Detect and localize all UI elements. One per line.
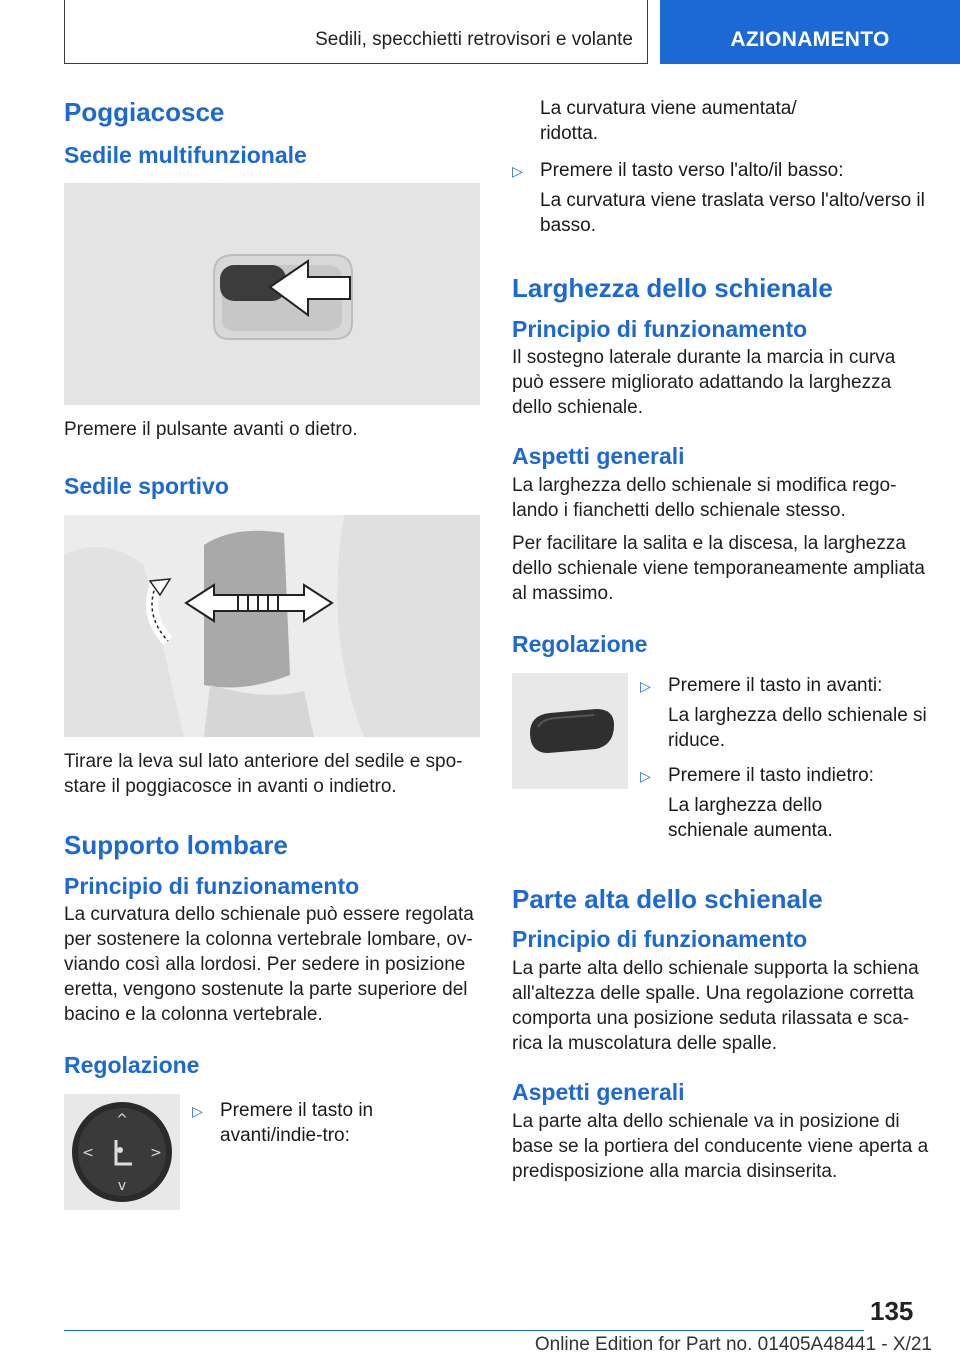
bullet-result: La curvatura viene traslata verso l'alto/verso il basso.	[540, 190, 925, 236]
triangle-bullet-icon: ▷	[640, 767, 651, 784]
header-section-title: Sedili, specchietti retrovisori e volante	[315, 29, 633, 50]
text-principio-larghezza: Il sostegno laterale durante la marcia in curva può essere migliorato adattando la larghezza dello schienale.	[512, 347, 896, 419]
heading-poggiacosce: Poggiacosce	[64, 97, 225, 127]
list-item	[512, 158, 932, 184]
text-sportivo: Tirare la leva sul lato anteriore del sedile e spo-stare il poggiacosce in avanti o indietro.	[64, 751, 463, 797]
lumbar-switch-image	[64, 1094, 180, 1210]
triangle-bullet-icon: ▷	[512, 163, 523, 179]
bullet-result: La curvatura viene aumentata/ ridotta.	[540, 98, 797, 144]
heading-larghezza-schienale: Larghezza dello schienale	[512, 273, 833, 303]
bullet-text: Premere il tasto in avanti/indie-tro:	[220, 1100, 374, 1146]
svg-text:>: >	[150, 1145, 162, 1161]
bullet-text: Premere il tasto verso l'alto/il basso:	[540, 160, 844, 181]
bullet-text: Premere il tasto in avanti:	[668, 674, 883, 696]
right-column	[512, 96, 932, 1194]
heading-regolazione-larghezza: Regolazione	[512, 631, 648, 657]
heading-principio-lombare: Principio di funzionamento	[64, 872, 360, 899]
text-aspetti-2: Per facilitare la salita e la discesa, la larghezza dello schienale viene temporaneamente ampliata al massimo.	[512, 533, 925, 604]
bullet-text: Premere il tasto indietro:	[668, 764, 874, 786]
heading-principio-parte-alta: Principio di funzionamento	[512, 926, 808, 953]
bullet-result: La larghezza dello schienale aumenta.	[668, 794, 833, 841]
list-item	[192, 1098, 480, 1148]
footer-edition: Online Edition for Part no. 01405A48441 - X/21	[534, 1334, 932, 1355]
text-principio-lombare: La curvatura dello schienale può essere regolata per sostenere la colonna vertebrale lombare, ov-viando così alla lordosi. Per sedere in posizione eretta, vengono sostenute la parte superiore del bacino e la colonna vertebrale.	[64, 904, 474, 1026]
multifunction-seat-button-image	[64, 183, 480, 405]
heading-parte-alta: Parte alta dello schienale	[512, 883, 823, 914]
svg-text:v: v	[117, 1178, 127, 1194]
header-section	[64, 0, 648, 64]
triangle-bullet-icon: ▷	[640, 677, 651, 694]
heading-sedile-multifunzionale: Sedile multifunzionale	[64, 141, 307, 168]
footer-divider	[64, 1330, 864, 1331]
heading-sedile-sportivo: Sedile sportivo	[64, 473, 229, 500]
page-number: 135	[870, 1296, 914, 1326]
heading-principio-larghezza: Principio di funzionamento	[512, 315, 808, 342]
width-switch-image	[512, 673, 628, 789]
sport-seat-lever-image	[64, 515, 480, 737]
list-item	[640, 673, 932, 699]
bullet-result: La larghezza dello schienale si riduce.	[668, 704, 927, 751]
text-multifunzionale: Premere il pulsante avanti o dietro.	[64, 419, 358, 441]
heading-supporto-lombare: Supporto lombare	[64, 830, 288, 860]
text-aspetti-3: La parte alta dello schienale va in posizione di base se la portiera del conducente viene aperta a predisposizione alla marcia disinserita.	[512, 1110, 929, 1182]
heading-regolazione-lombare: Regolazione	[64, 1052, 200, 1079]
svg-text:^: ^	[116, 1112, 128, 1128]
triangle-bullet-icon: ▷	[192, 1103, 203, 1119]
text-principio-parte-alta: La parte alta dello schienale supporta la schiena all'altezza delle spalle. Una regolazione corretta comporta una posizione seduta rilassata e sca-rica la muscolatura delle spalle.	[512, 958, 919, 1054]
left-column	[64, 96, 480, 1210]
lumbar-adjust-block	[64, 1094, 480, 1210]
width-adjust-block	[512, 673, 932, 853]
header-chapter	[660, 0, 960, 64]
list-item	[640, 763, 932, 789]
heading-aspetti-larghezza: Aspetti generali	[512, 443, 685, 470]
svg-text:<: <	[82, 1145, 94, 1161]
header-chapter-title: AZIONAMENTO	[730, 28, 890, 51]
heading-aspetti-parte-alta: Aspetti generali	[512, 1079, 685, 1105]
text-aspetti-1: La larghezza dello schienale si modifica rego-lando i fianchetti dello schienale stesso.	[512, 475, 897, 521]
